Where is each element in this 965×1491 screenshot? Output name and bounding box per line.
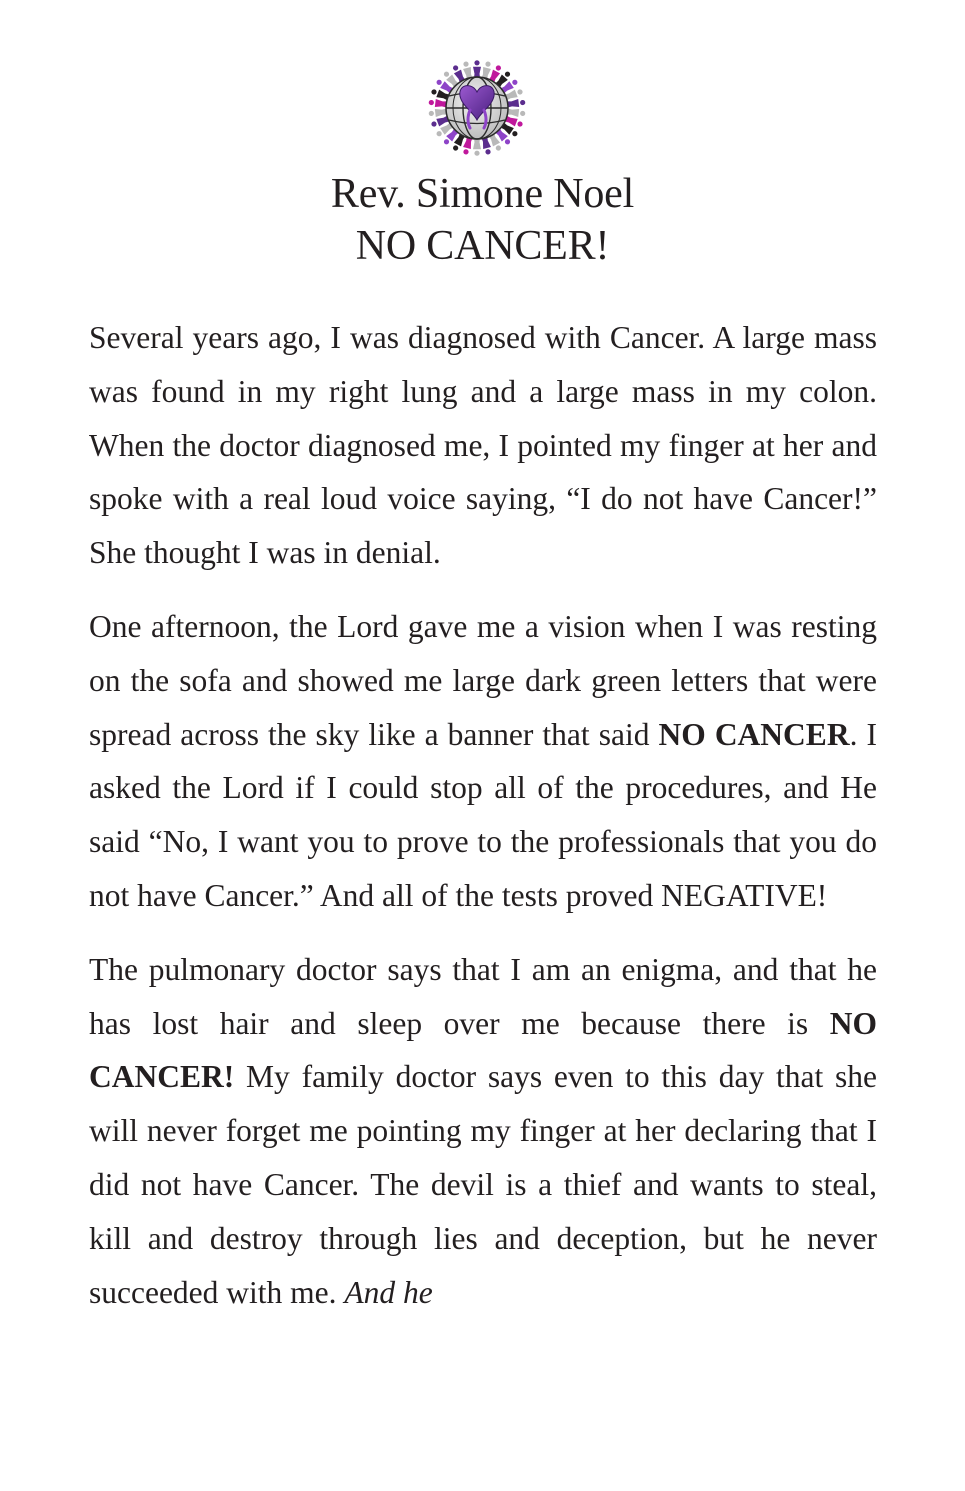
text-segment: Several years ago, I was diagnosed with Cancer. A large mass was found in my right lung and a large mass in my colon. When the doctor diagnosed me, I pointed my finger at her and spoke with a real loud voice saying, “I do not have Cancer!” She thought I was in denial.: [89, 320, 877, 571]
person-figure-icon: [473, 138, 481, 156]
text-segment: The pulmonary doctor says that I am an enigma, and that he has lost hair and sleep over me because there is: [89, 951, 877, 1041]
person-figure-icon: [507, 108, 525, 118]
body-text: [89, 311, 877, 1339]
author-name: Rev. Simone Noel: [330, 171, 635, 217]
paragraph: [89, 600, 877, 923]
person-figure-icon: [473, 60, 481, 78]
paragraph: [89, 311, 877, 580]
text-segment: One afternoon, the Lord gave me a vision when I was resting on the sofa and showed me large dark green letters that were spread across the sky like a banner that said: [89, 608, 877, 752]
text-segment: The devil is a thief and wants to steal, kill and destroy through lies and deception, but he never succeeded with me.: [89, 1166, 877, 1310]
text-segment: My family doctor says even to this day that she will never forget me pointing my finger at her declaring that I did not have Cancer.: [89, 1059, 877, 1202]
heart-globe-logo-icon: [418, 58, 536, 158]
italic-text: And he: [344, 1274, 433, 1310]
bold-text: NO CANCER: [658, 716, 850, 752]
header: [0, 168, 965, 272]
bold-text: NO CANCER!: [89, 1005, 877, 1095]
page-title: NO CANCER!: [355, 223, 610, 269]
person-figure-icon: [428, 108, 446, 118]
person-figure-icon: [428, 98, 446, 108]
paragraph: [89, 943, 877, 1320]
text-segment: . I asked the Lord if I could stop all of the procedures, and He said “No, I want you to prove to the professionals that you do not have Cancer.” And all of the tests proved NEGATIVE!: [89, 716, 877, 913]
person-figure-icon: [507, 98, 525, 108]
